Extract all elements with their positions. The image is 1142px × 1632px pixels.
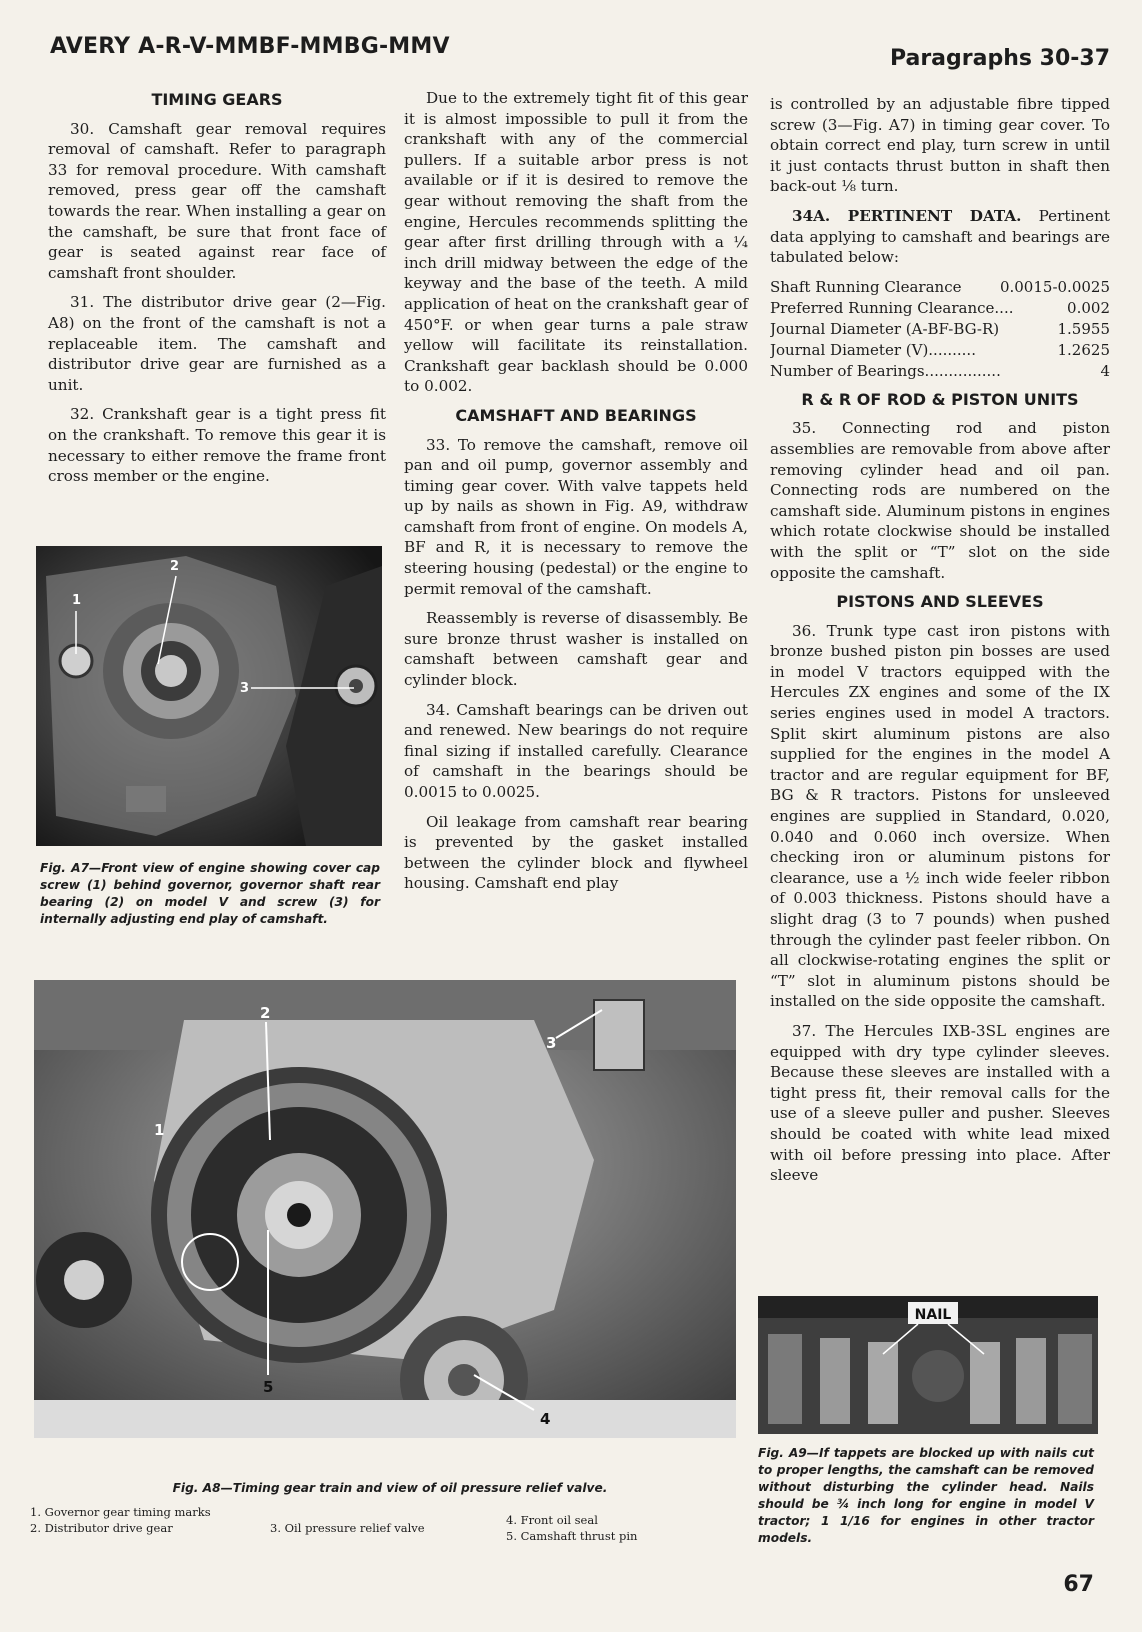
fig-a7-callout-1: 1 xyxy=(72,593,82,608)
data-value: 0.0015-0.0025 xyxy=(999,277,1110,296)
section-heading-rod-piston: R & R OF ROD & PISTON UNITS xyxy=(801,389,1079,409)
column-3 xyxy=(770,94,1110,1195)
column-2 xyxy=(404,88,748,903)
data-key: Number of Bearings................ xyxy=(770,361,1001,380)
legend-item: 4. Front oil seal xyxy=(506,1513,598,1527)
figure-a7-caption: Fig. A7—Front view of engine showing cover cap screw (1) behind governor, governor shaft rear bearing (2) on model V and screw (3) for internally adjusting end play of camshaft. xyxy=(40,861,380,926)
section-heading-pistons-sleeves: PISTONS AND SLEEVES xyxy=(836,592,1044,612)
data-row xyxy=(770,361,1110,382)
figure-a8-legend-column-3 xyxy=(506,1512,637,1544)
paragraph-31: 31. The distributor drive gear (2—Fig. A8) on the front of the camshaft is not a replaceable item. The camshaft and distributor drive gear are furnished as a unit. xyxy=(48,293,386,394)
column-1 xyxy=(48,86,386,496)
pertinent-data-text: Pertinent data applying to camshaft and bearings are tabulated below: xyxy=(770,206,1110,267)
paragraph-37: 37. The Hercules IXB-3SL engines are equipped with dry type cylinder sleeves. Because these sleeves are installed with a tight press fit, their removal calls for the use of a sleeve puller and pusher. Sleeves should be coated with white lead mixed with oil before pressing into place. After sleeve xyxy=(770,1021,1110,1185)
figure-a8-legend-column-2 xyxy=(270,1520,425,1536)
paragraph-35: 35. Connecting rod and piston assemblies are removable from above after removing cylinder head and oil pan. Connecting rods are numbered on the camshaft side. Aluminum pistons in engines which rotate clockwise should be installed with the split or “T” slot on the side opposite the camshaft. xyxy=(770,419,1110,582)
fig-a8-callout-3: 3 xyxy=(546,1034,557,1052)
legend-item: 1. Governor gear timing marks xyxy=(30,1505,211,1519)
legend-item: 3. Oil pressure relief valve xyxy=(270,1521,425,1535)
data-key: Preferred Running Clearance.... xyxy=(770,298,1014,317)
paragraph-34-oil-leakage: Oil leakage from camshaft rear bearing is prevented by the gasket installed between the cylinder block and flywheel housing. Camshaft end play xyxy=(404,812,748,893)
paragraph-33-reassembly: Reassembly is reverse of disassembly. Be sure bronze thrust washer is installed on camshaft between camshaft gear and cylinder block. xyxy=(404,609,748,690)
paragraph-34-continued: is controlled by an adjustable fibre tipped screw (3—Fig. A7) in timing gear cover. To obtain correct end play, turn screw in until it just contacts thrust button in shaft then back-out ⅛ turn. xyxy=(770,95,1110,196)
section-heading-timing-gears: TIMING GEARS xyxy=(151,90,283,109)
figure-a7-photo xyxy=(36,546,382,846)
fig-a7-callout-2: 2 xyxy=(170,559,180,574)
data-key: Shaft Running Clearance xyxy=(770,277,962,296)
header-right-title: Paragraphs 30-37 xyxy=(889,46,1110,71)
data-row xyxy=(770,319,1110,340)
data-value: 1.5955 xyxy=(1057,319,1110,338)
figure-a8-caption: Fig. A8—Timing gear train and view of oil pressure relief valve. xyxy=(172,1481,608,1495)
data-key: Journal Diameter (V).......... xyxy=(770,340,976,359)
fig-a8-callout-1: 1 xyxy=(154,1121,165,1139)
data-row xyxy=(770,277,1110,298)
fig-a8-callout-4: 4 xyxy=(540,1410,551,1428)
data-value: 1.2625 xyxy=(1057,340,1110,359)
data-row xyxy=(770,340,1110,361)
data-value: 4 xyxy=(1100,361,1110,380)
section-heading-camshaft-bearings: CAMSHAFT AND BEARINGS xyxy=(455,405,697,425)
paragraph-34: 34. Camshaft bearings can be driven out and renewed. New bearings do not require final sizing if installed carefully. Clearance of camshaft in the bearings should be 0.0015 to 0.0025. xyxy=(404,700,748,801)
page-number: 67 xyxy=(1063,1572,1094,1597)
pertinent-data-table xyxy=(770,277,1110,382)
data-key: Journal Diameter (A-BF-BG-R) xyxy=(770,319,1000,338)
paragraph-33: 33. To remove the camshaft, remove oil pan and oil pump, governor assembly and timing gear cover. With valve tappets held up by nails as shown in Fig. A9, withdraw camshaft from front of engine. On models A, BF and R, it is necessary to remove the steering housing (pedestal) or the engine to permit removal of the camshaft. xyxy=(404,435,748,598)
paragraph-32: 32. Crankshaft gear is a tight press fit on the crankshaft. To remove this gear it is necessary to either remove the frame front cross member or the engine. xyxy=(48,405,386,486)
legend-item: 2. Distributor drive gear xyxy=(30,1521,173,1535)
data-value: 0.002 xyxy=(1067,298,1110,317)
fig-a7-callout-3: 3 xyxy=(240,681,250,696)
figure-a9-caption: Fig. A9—If tappets are blocked up with nails cut to proper lengths, the camshaft can be removed without disturbing the cylinder head. Nails should be ¾ inch long for engine in model V tractor; 1 1/16 for engines in other tractor models. xyxy=(758,1446,1094,1545)
figure-a8-legend-column-1 xyxy=(30,1504,211,1536)
fig-a8-callout-2: 2 xyxy=(260,1004,271,1022)
paragraph-30: 30. Camshaft gear removal requires removal of camshaft. Refer to paragraph 33 for removal procedure. With camshaft removed, press gear off the camshaft towards the rear. When installing a gear on the camshaft, be sure that front face of gear is seated against rear face of camshaft front shoulder. xyxy=(48,119,386,282)
figure-a9-photo xyxy=(758,1296,1098,1434)
fig-a9-nail-label: NAIL xyxy=(914,1307,952,1323)
pertinent-data-label: 34A. PERTINENT DATA. xyxy=(792,206,1022,225)
paragraph-36: 36. Trunk type cast iron pistons with bronze bushed piston pin bosses are used in model V tractors equipped with the Hercules ZX engines and some of the IX series engines used in model A tractors. Split skirt aluminum pistons are also supplied for the engines in the model A tractor and are regular equipment for BF, BG & R tractors. Pistons for unsleeved engines are supplied in Standard, 0.020, 0.040 and 0.060 inch oversize. When checking iron or aluminum pistons for clearance, use a ½ inch wide feeler ribbon of 0.003 thickness. Pistons should have a slight drag (3 to 7 pounds) when pushed through the cylinder past feeler ribbon. On all clockwise-rotating engines the split or “T” slot in aluminum pistons should be installed on the side opposite the camshaft. xyxy=(770,621,1110,1011)
figure-a8-photo xyxy=(34,980,736,1438)
paragraph-34a xyxy=(770,206,1110,268)
header-left-title: AVERY A-R-V-MMBF-MMBG-MMV xyxy=(50,34,450,59)
fig-a8-callout-5: 5 xyxy=(263,1378,274,1396)
data-row xyxy=(770,298,1110,319)
paragraph-32-continued: Due to the extremely tight fit of this gear it is almost impossible to pull it from the crankshaft with any of the commercial pullers. If a suitable arbor press is not available or if it is desired to remove the gear without removing the shaft from the engine, Hercules recommends splitting the gear after first drilling through with a ¼ inch drill midway between the edge of the keyway and the base of the teeth. A mild application of heat on the crankshaft gear of 450°F. or when gear turns a pale straw yellow will facilitate its reinstallation. Crankshaft gear backlash should be 0.000 to 0.002. xyxy=(404,89,748,396)
legend-item: 5. Camshaft thrust pin xyxy=(506,1529,638,1543)
